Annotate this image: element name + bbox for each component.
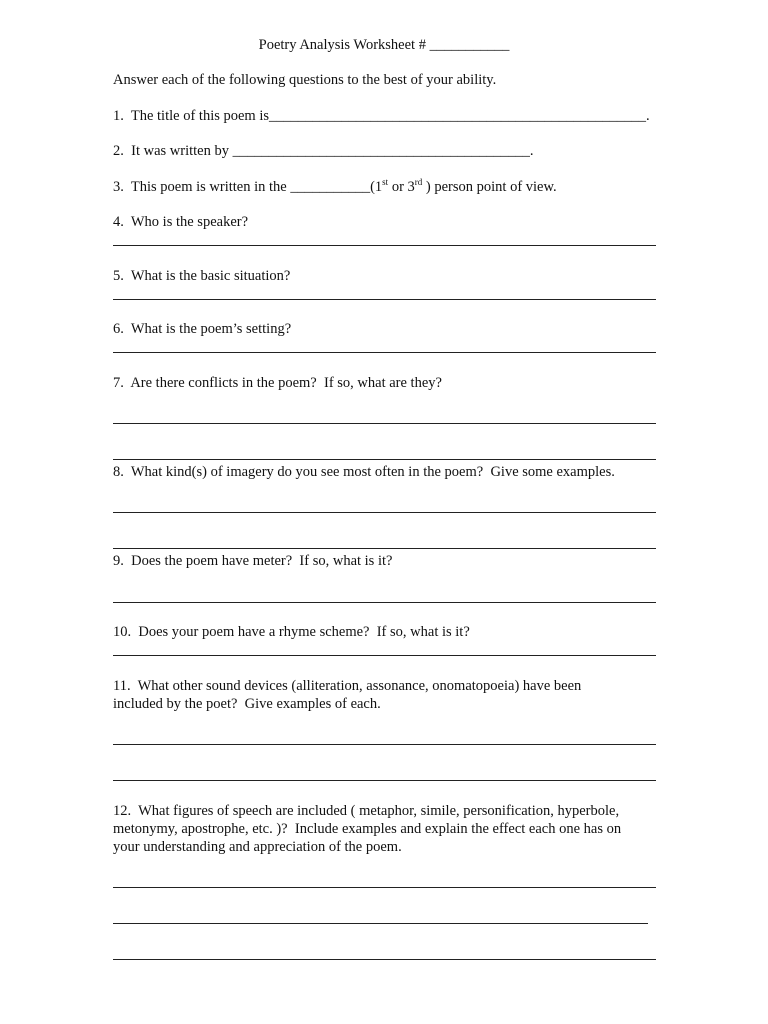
question-2: 2. It was written by _________________________________________.	[113, 143, 534, 159]
question-3-text-a: 3. This poem is written in the ___________(1	[113, 179, 383, 195]
answer-line[interactable]	[113, 512, 656, 513]
instructions: Answer each of the following questions to the best of your ability.	[113, 72, 497, 88]
question-5: 5. What is the basic situation?	[113, 268, 291, 284]
answer-line[interactable]	[113, 423, 656, 424]
question-3-superscript-st: st	[382, 177, 389, 187]
question-3-text-c: ) person point of view.	[422, 179, 557, 195]
question-4: 4. Who is the speaker?	[113, 214, 249, 230]
answer-line[interactable]	[113, 299, 656, 300]
question-3-text-b: or 3	[388, 179, 415, 195]
answer-line[interactable]	[113, 744, 656, 745]
answer-line[interactable]	[113, 459, 656, 460]
question-3	[113, 178, 557, 196]
question-11-line-1: 11. What other sound devices (alliteration, assonance, onomatopoeia) have been	[113, 678, 582, 694]
question-9: 9. Does the poem have meter? If so, what is it?	[113, 553, 393, 569]
question-1: 1. The title of this poem is____________________________________________________.	[113, 108, 650, 124]
question-12-line-1: 12. What figures of speech are included ( metaphor, simile, personification, hyperbole,	[113, 803, 620, 819]
question-10: 10. Does your poem have a rhyme scheme? If so, what is it?	[113, 624, 470, 640]
question-6: 6. What is the poem’s setting?	[113, 321, 292, 337]
answer-line[interactable]	[113, 245, 656, 246]
answer-line[interactable]	[113, 780, 656, 781]
question-12-line-2: metonymy, apostrophe, etc. )? Include examples and explain the effect each one has on	[113, 821, 622, 837]
worksheet-title: Poetry Analysis Worksheet # ___________	[258, 37, 510, 53]
answer-line[interactable]	[113, 959, 656, 960]
question-8: 8. What kind(s) of imagery do you see most often in the poem? Give some examples.	[113, 464, 615, 480]
answer-line[interactable]	[113, 352, 656, 353]
answer-line[interactable]	[113, 887, 656, 888]
answer-line[interactable]	[113, 602, 656, 603]
answer-line[interactable]	[113, 548, 656, 549]
question-3-superscript-rd: rd	[414, 177, 423, 187]
question-7: 7. Are there conflicts in the poem? If so, what are they?	[113, 375, 442, 391]
answer-line[interactable]	[113, 923, 648, 924]
answer-line[interactable]	[113, 655, 656, 656]
question-12-line-3: your understanding and appreciation of the poem.	[113, 839, 402, 855]
question-11-line-2: included by the poet? Give examples of each.	[113, 696, 381, 712]
